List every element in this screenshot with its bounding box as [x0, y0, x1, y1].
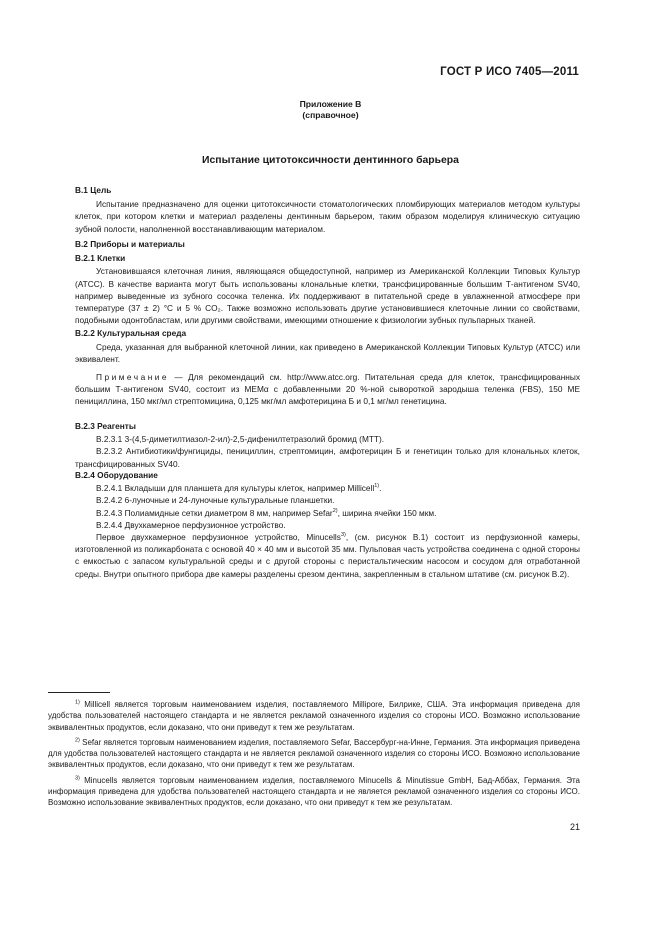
para-text-end: , (см. рисунок В.1) состоит из перфузионной камеры, изготовленной из поликарбоната с основой 40 × 40 мм и высотой 35 мм. Пульповая часть устройства соединена с одной стороны с емкостью с запасом культуральной среды и с другой стороны с перистальтическим насосом и сосудом для отработанной среды. Внутри опытного прибора две камеры разделены срезом дентина, закрепленным в стальном штативе (см. рисунок В.2). [75, 532, 580, 579]
item-text: В.2.4.1 Вкладыши для планшета для культуры клеток, например Millicell [96, 483, 375, 494]
list-item [75, 482, 580, 494]
section-b23 [75, 420, 580, 470]
subsection-heading: В.2.4 Оборудование [75, 470, 158, 480]
list-item: В.2.3.1 3-(4,5-диметилтиазол-2-ил)-2,5-дифенилтетразолий бромид (МТТ). [96, 434, 385, 445]
paragraph: Испытание предназначено для оценки цитотоксичности стоматологических пломбирующих материалов методом культуры клеток, при котором клетки и материал разделены дентинным барьером, таким образом моделируя клиническую ситуацию зубной полости, наполненной восстанавливающим материалом. [75, 199, 580, 234]
document-id-header: ГОСТ Р ИСО 7405—2011 [440, 66, 579, 78]
footnote-mark: 3) [75, 775, 80, 782]
footnote-ref: 2) [332, 507, 338, 514]
section-heading: В.1 Цель [75, 185, 112, 195]
para-text: Первое двухкамерное перфузионное устройство, Minucells [96, 532, 341, 543]
annex-kind: (справочное) [302, 110, 359, 120]
footnote-text: Millicell является торговым наименованием изделия, поставляемого Millipore, Билрике, США. Эта информация приведена для удобства пользователей настоящего стандарта и не является рекламой означенного изделия со стороны ИСО. Возможно использование эквивалентных продуктов, если доказано, что они приведут к тем же результатам. [48, 700, 580, 732]
footnote-mark: 2) [75, 737, 80, 744]
list-item: В.2.4.4 Двухкамерное перфузионное устройство. [96, 519, 286, 530]
annex-label: Приложение В [299, 99, 362, 109]
subsection-heading: В.2.3 Реагенты [75, 421, 136, 431]
footnote-text: Sefar является торговым наименованием изделия, поставляемого Sefar, Вассербург-на-Инне, Германия. Эта информация приведена для удобства пользователей настоящего стандарта и не является рекламой означенного изделия со стороны ИСО. Возможно использование эквивалентных продуктов, если доказано, что они приведут к тем же результатам. [48, 737, 580, 770]
item-text-end: , ширина ячейки 150 мкм. [337, 507, 437, 518]
annex-title: Испытание цитотоксичности дентинного барьера [202, 155, 459, 166]
subsection-heading: В.2.2 Культуральная среда [75, 328, 187, 339]
list-item: В.2.3.2 Антибиотики/фунгициды, пенициллин, стрептомицин, амфотерицин Б и генетицин только для клональных клеток, трансфицированных SV40. [75, 446, 580, 469]
item-text: В.2.4.3 Полиамидные сетки диаметром 8 мм, например Sefar [96, 507, 333, 518]
footnote-mark: 1) [75, 699, 80, 706]
footnote [48, 775, 580, 809]
section-b1 [75, 184, 580, 235]
footnote-text: Minucells является торговым наименованием изделия, поставляемого Minucells & Minutissue GmbH, Бад-Аббах, Германия. Эта информация приведена для удобства пользователей настоящего стандарта и не является рекламой означенного изделия со стороны ИСО. Возможно использование эквивалентных продуктов, если доказано, что они приведут к тем же результатам. [48, 775, 580, 808]
footnote [48, 699, 580, 733]
paragraph: Среда, указанная для выбранной клеточной линии, как приведено в Американской Коллекции Типовых Культур (АТСС) или эквивалент. [75, 341, 580, 364]
section-heading: В.2 Приборы и материалы [75, 239, 185, 249]
section-b24 [75, 469, 580, 580]
footnote-ref: 1) [374, 483, 380, 490]
page-number: 21 [569, 822, 580, 832]
note-paragraph [75, 371, 580, 408]
note-text: — Для рекомендаций см. http://www.atcc.org. Питательная среда для клеток, трансфицированных большим Т-антигеном SV40, состоит из MEMα с добавленными 20 %-ной сывороткой зародыша теленка (FBS), 150 МЕ пенициллина, 150 мкг/мл стрептомицина, 0,125 мкг/мл амфотерицина Б и 0,1 мг/мл генетицина. [75, 372, 580, 407]
section-b2 [75, 238, 580, 408]
subsection-heading: В.2.1 Клетки [75, 253, 126, 264]
note-label: Примечание [96, 372, 170, 383]
footnotes [48, 699, 580, 813]
footnote-ref: 3) [340, 532, 346, 539]
list-item: В.2.4.2 6-луночные и 24-луночные культуральные планшетки. [96, 495, 335, 506]
list-item [75, 507, 580, 519]
footnote-divider [48, 692, 110, 693]
item-text-end: . [379, 483, 382, 494]
footnote [48, 737, 580, 771]
paragraph [75, 531, 580, 580]
paragraph: Установившаяся клеточная линия, являющаяся общедоступной, например из Американской Коллекции Типовых Культур (АТСС). В качестве варианта могут быть использованы клональные клетки, трансфицированные большим Т-антигеном SV40, например выведенные из зубного сосочка теленка. Их поддерживают в питательной среде в увлажненной атмосфере при температуре (37 ± 2) °С и 5 % CO₂. Также возможно использовать другие установившиеся клеточные линии со свойствами, подобными одонтобластам, или другими свойствами, имеющими отношение к физиологии зубных пульпарных тканей. [75, 266, 580, 326]
